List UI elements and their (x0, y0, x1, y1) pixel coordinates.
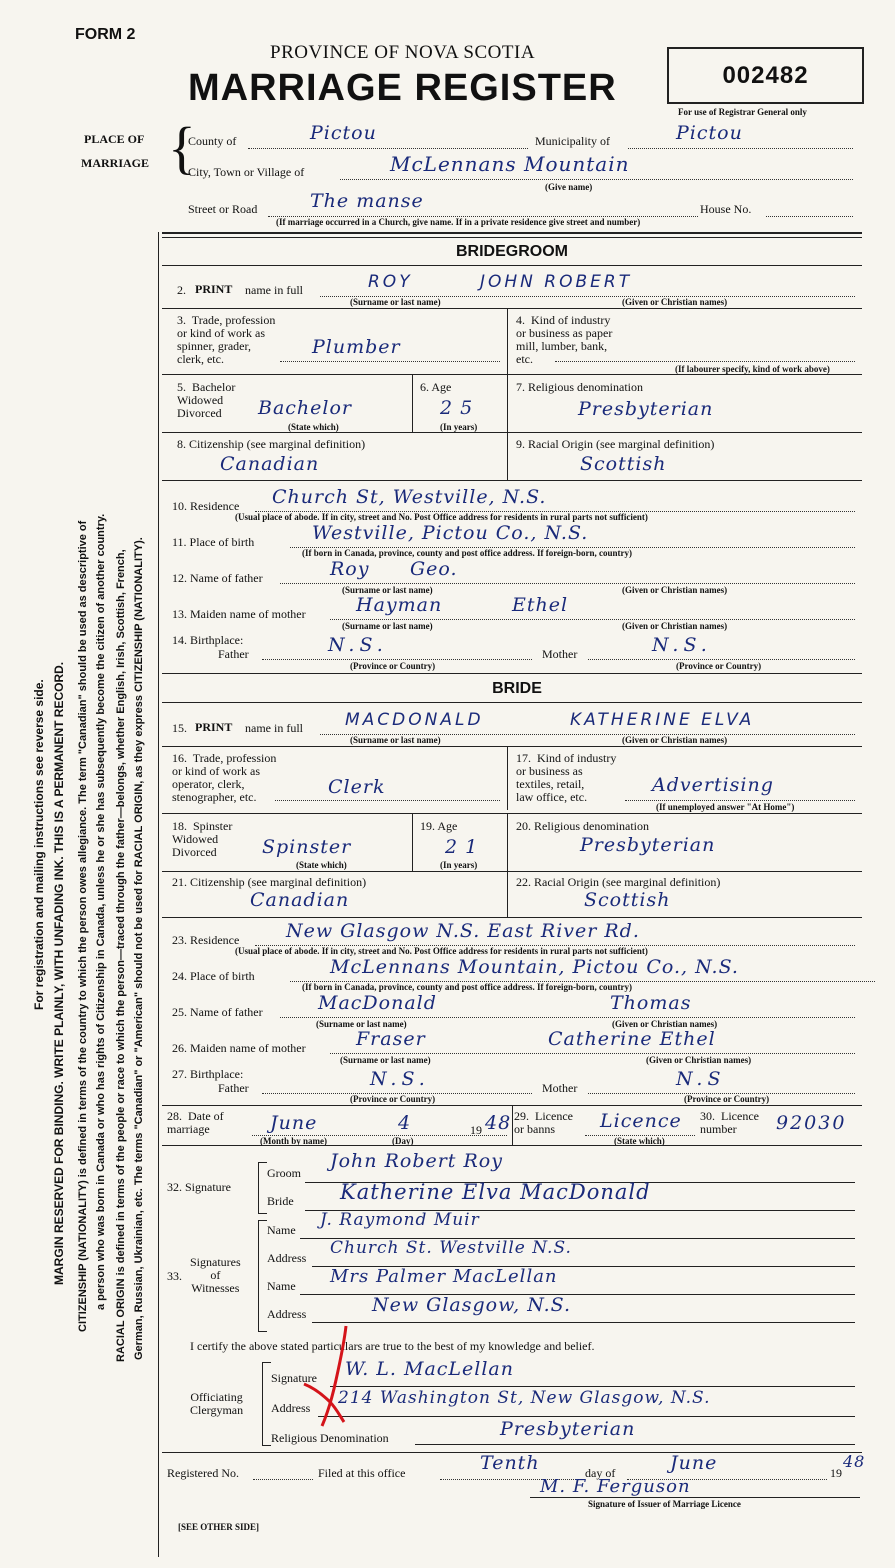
filed-month: June (670, 1452, 718, 1474)
witness-2-address-label: Address (267, 1307, 307, 1321)
licence-number: 92030 (776, 1112, 847, 1134)
issuer-signature: M. F. Ferguson (540, 1476, 691, 1497)
field-4-label: 4. Kind of industry or business as paper mill, lumber, bank, etc. (516, 313, 613, 366)
margin-note-1: For registration and mailing instructions see reverse side. (32, 679, 46, 1010)
groom-status-caption: (State which) (288, 422, 339, 432)
see-other-side: [SEE OTHER SIDE] (178, 1522, 260, 1532)
field-25-label: 25. Name of father (172, 1005, 263, 1019)
field-26-label: 26. Maiden name of mother (172, 1041, 306, 1055)
bride-birthplace-caption: (If born in Canada, province, county and post office address. If foreign-born, country) (302, 982, 633, 992)
county-value: Pictou (310, 122, 377, 144)
bride-given-caption: (Given or Christian names) (622, 735, 728, 745)
province-title: PROVINCE OF NOVA SCOTIA (270, 42, 536, 63)
bride-given: KATHERINE ELVA (570, 710, 755, 730)
bride-status: Spinster (262, 836, 352, 858)
groom-religion: Presbyterian (578, 398, 714, 420)
marriage-year-prefix: 19 (470, 1123, 482, 1137)
witness-2-address: New Glasgow, N.S. (372, 1294, 572, 1316)
field-17-caption: (If unemployed answer "At Home") (656, 802, 795, 812)
field-2-print: PRINT (195, 282, 233, 296)
bride-citizenship: Canadian (250, 889, 350, 911)
day-of-label: day of (585, 1466, 616, 1480)
field-6-label: 6. Age (420, 380, 452, 394)
issuer-caption: Signature of Issuer of Marriage Licence (588, 1499, 741, 1509)
registered-no-label: Registered No. (167, 1466, 239, 1480)
clergy-address: 214 Washington St, New Glasgow, N.S. (338, 1388, 711, 1408)
groom-given-caption: (Given or Christian names) (622, 297, 728, 307)
field-22-label: 22. Racial Origin (see marginal definition) (516, 875, 721, 889)
bride-residence-caption: (Usual place of abode. If in city, street and No. Post Office address for residents in rural parts not sufficient) (235, 946, 648, 956)
bride-father-surname-caption: (Surname or last name) (316, 1019, 407, 1029)
bride-mother-bp-caption: (Province or Country) (684, 1094, 770, 1104)
street-caption: (If marriage occurred in a Church, give name. If in a private residence give street and number) (276, 217, 641, 227)
bride-age: 21 (445, 836, 486, 858)
bride-mother-bp-label: Mother (542, 1081, 578, 1095)
registrar-note: For use of Registrar General only (678, 107, 807, 117)
street-value: The manse (310, 190, 424, 212)
bride-signature-label: Bride (267, 1194, 294, 1208)
bride-origin: Scottish (584, 889, 671, 911)
field-9-label: 9. Racial Origin (see marginal definition) (516, 437, 715, 451)
field-28-label: 28. Date of marriage (167, 1109, 224, 1136)
field-8-label: 8. Citizenship (see marginal definition) (177, 437, 366, 451)
give-name-caption: (Give name) (545, 182, 593, 192)
bride-father-birthplace: N.S. (370, 1068, 430, 1090)
field-10-label: 10. Residence (172, 499, 240, 513)
red-check-mark-icon (300, 1322, 360, 1430)
field-11-label: 11. Place of birth (172, 535, 255, 549)
bride-surname: MACDONALD (345, 710, 484, 730)
field-18-label: 18. Spinster Widowed Divorced (172, 819, 233, 859)
bride-surname-caption: (Surname or last name) (350, 735, 441, 745)
bride-religion: Presbyterian (580, 834, 716, 856)
register-number: 002482 (722, 62, 809, 89)
groom-mother-surname: Hayman (356, 594, 443, 616)
bride-status-caption: (State which) (296, 860, 347, 870)
bride-mother-surname-caption: (Surname or last name) (340, 1055, 431, 1065)
field-30-label: 30. Licence number (700, 1109, 759, 1136)
city-value: McLennans Mountain (390, 152, 630, 176)
brace: { (168, 115, 196, 180)
field-17-label: 17. Kind of industry or business as textiles, retail, law office, etc. (516, 751, 617, 804)
margin-note-6: German, Russian, Ukrainian, etc. The terms "Canadian" or "American" should not be used for RACIAL ORIGIN, as they express CITIZENSHIP (NATIONALITY). (133, 537, 145, 1360)
groom-citizenship: Canadian (220, 453, 320, 475)
field-3-label: 3. Trade, profession or kind of work as spinner, grader, clerk, etc. (177, 313, 276, 366)
clergy-title: Officiating Clergyman (190, 1390, 244, 1417)
clergy-denomination: Presbyterian (500, 1418, 636, 1440)
groom-residence: Church St, Westville, N.S. (272, 486, 547, 508)
groom-mother-bp-caption: (Province or Country) (676, 661, 762, 671)
bride-heading: BRIDE (492, 680, 542, 697)
groom-birthplace: Westville, Pictou Co., N.S. (312, 522, 589, 544)
groom-surname-caption: (Surname or last name) (350, 297, 441, 307)
field-16-label: 16. Trade, profession or kind of work as operator, clerk, stenographer, etc. (172, 751, 277, 804)
field-4-caption: (If labourer specify, kind of work above) (675, 364, 830, 374)
field-13-label: 13. Maiden name of mother (172, 607, 306, 621)
county-label: County of (188, 134, 237, 148)
field-14-label: 14. Birthplace: (172, 633, 244, 647)
city-label: City, Town or Village of (188, 165, 305, 179)
bride-trade: Clerk (328, 776, 386, 798)
clergy-denomination-label: Religious Denomination (271, 1431, 389, 1445)
witness-1-name: J. Raymond Muir (320, 1210, 480, 1230)
witness-1-address-label: Address (267, 1251, 307, 1265)
groom-father-birthplace: N.S. (328, 634, 388, 656)
clergy-signature: W. L. MacLellan (345, 1358, 514, 1380)
bride-age-caption: (In years) (440, 860, 478, 870)
witness-title: Signatures of Witnesses (190, 1255, 241, 1295)
field-15-label: name in full (245, 721, 303, 735)
bride-father-bp-label: Father (218, 1081, 249, 1095)
margin-note-4: a person who was born in Canada or who has rights of Citizenship in Canada, unless he or she has subsequently become the citizen of another country. (95, 513, 107, 1310)
field-15-num: 15. (172, 721, 187, 735)
margin-note-2: MARGIN RESERVED FOR BINDING. WRITE PLAINLY, WITH UNFADING INK. THIS IS A PERMANENT RECORD. (52, 661, 66, 1285)
clergy-address-label: Address (271, 1401, 311, 1415)
margin-note-5: RACIAL ORIGIN is defined in terms of the people or race to which the person—traced through the father—belongs, whether English, Irish, Scottish, French, (115, 549, 127, 1362)
bride-residence: New Glasgow N.S. East River Rd. (286, 920, 640, 942)
groom-signature-label: Groom (267, 1166, 301, 1180)
municipality-label: Municipality of (535, 134, 610, 148)
marriage-label: MARRIAGE (81, 156, 149, 170)
groom-mother-surname-caption: (Surname or last name) (342, 621, 433, 631)
field-27-label: 27. Birthplace: (172, 1067, 244, 1081)
marriage-month: June (270, 1112, 318, 1134)
bride-father-surname: MacDonald (318, 992, 437, 1014)
witness-2-name: Mrs Palmer MacLellan (330, 1266, 558, 1287)
bridegroom-heading: BRIDEGROOM (456, 243, 568, 260)
field-29-label: 29. Licence or banns (514, 1109, 573, 1136)
filed-year-prefix: 19 (830, 1466, 842, 1480)
filed-day: Tenth (480, 1452, 540, 1474)
field-15-print: PRINT (195, 720, 233, 734)
field-19-label: 19. Age (420, 819, 458, 833)
groom-father-bp-label: Father (218, 647, 249, 661)
groom-father-surname-caption: (Surname or last name) (342, 585, 433, 595)
groom-given: JOHN ROBERT (480, 272, 633, 292)
groom-surname: ROY (368, 272, 413, 292)
witness-1-name-label: Name (267, 1223, 296, 1237)
groom-mother-bp-label: Mother (542, 647, 578, 661)
field-7-label: 7. Religious denomination (516, 380, 643, 394)
groom-signature: John Robert Roy (330, 1150, 503, 1172)
witness-2-name-label: Name (267, 1279, 296, 1293)
bride-signature: Katherine Elva MacDonald (340, 1180, 651, 1204)
groom-age: 25 (440, 397, 481, 419)
house-label: House No. (700, 202, 752, 216)
register-number-box (667, 47, 864, 104)
bride-mother-given: Catherine Ethel (548, 1028, 716, 1050)
place-of-label: PLACE OF (84, 132, 145, 146)
groom-father-given: Geo. (410, 558, 458, 580)
form-label: FORM 2 (75, 26, 136, 43)
field-21-label: 21. Citizenship (see marginal definition) (172, 875, 367, 889)
groom-mother-given: Ethel (512, 594, 569, 616)
margin-note-3: CITIZENSHIP (NATIONALITY) is defined in terms of the country to which the person owes allegiance. The term "Canadian" should be used as descriptive of (77, 520, 89, 1332)
groom-father-bp-caption: (Province or Country) (350, 661, 436, 671)
filed-year: 48 (843, 1452, 866, 1471)
bride-father-given-caption: (Given or Christian names) (612, 1019, 718, 1029)
bride-father-bp-caption: (Province or Country) (350, 1094, 436, 1104)
field-32-label: 32. Signature (167, 1180, 231, 1194)
field-24-label: 24. Place of birth (172, 969, 255, 983)
marriage-day: 4 (398, 1112, 412, 1134)
bride-birthplace: McLennans Mountain, Pictou Co., N.S. (330, 956, 739, 978)
groom-residence-caption: (Usual place of abode. If in city, street and No. Post Office address for residents in rural parts not sufficient) (235, 512, 648, 522)
groom-birthplace-caption: (If born in Canada, province, county and post office address. If foreign-born, country) (302, 548, 633, 558)
groom-mother-given-caption: (Given or Christian names) (622, 621, 728, 631)
groom-age-caption: (In years) (440, 422, 478, 432)
clergy-signature-label: Signature (271, 1371, 317, 1385)
marriage-day-caption: (Day) (392, 1136, 414, 1146)
groom-status: Bachelor (258, 397, 353, 419)
groom-father-given-caption: (Given or Christian names) (622, 585, 728, 595)
field-20-label: 20. Religious denomination (516, 819, 649, 833)
certify-statement: I certify the above stated particulars are true to the best of my knowledge and belief. (190, 1339, 595, 1353)
filed-at-label: Filed at this office (318, 1466, 406, 1480)
licence-or-banns: Licence (600, 1110, 682, 1132)
street-label: Street or Road (188, 202, 258, 216)
field-5-label: 5. Bachelor Widowed Divorced (177, 380, 236, 420)
bride-industry: Advertising (652, 774, 774, 796)
witness-1-address: Church St. Westville N.S. (330, 1238, 572, 1258)
groom-trade: Plumber (312, 336, 401, 358)
groom-mother-birthplace: N.S. (652, 634, 712, 656)
bride-father-given: Thomas (610, 992, 692, 1014)
field-29-caption: (State which) (614, 1136, 665, 1146)
municipality-value: Pictou (676, 122, 743, 144)
field-2-label: name in full (245, 283, 303, 297)
bride-mother-birthplace: N.S (676, 1068, 726, 1090)
field-33-label: 33. (167, 1269, 182, 1283)
marriage-month-caption: (Month by name) (260, 1136, 327, 1146)
marriage-year: 48 (485, 1112, 512, 1134)
bride-mother-surname: Fraser (356, 1028, 426, 1050)
field-12-label: 12. Name of father (172, 571, 263, 585)
field-23-label: 23. Residence (172, 933, 240, 947)
groom-origin: Scottish (580, 453, 667, 475)
groom-father-surname: Roy (330, 558, 370, 580)
bride-mother-given-caption: (Given or Christian names) (646, 1055, 752, 1065)
field-2-num: 2. (177, 283, 186, 297)
page-title: MARRIAGE REGISTER (188, 67, 617, 109)
